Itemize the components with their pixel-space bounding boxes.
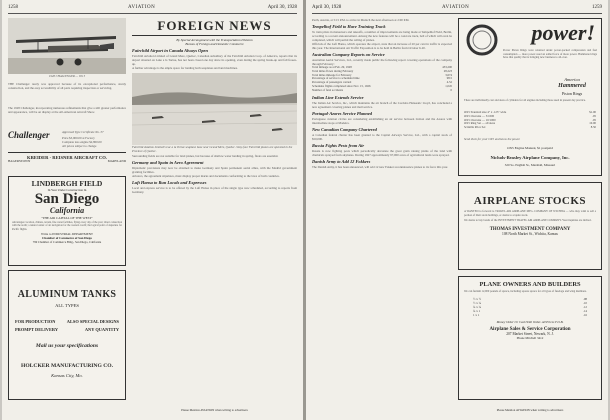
row-value: .12: [583, 304, 587, 309]
row-label: ¾ x ¾: [473, 304, 481, 309]
biplane-photo: [8, 18, 126, 74]
list-row: [464, 126, 596, 130]
article-paragraph: Australian Aerial Services, Ltd., recently made public the following report covering operations of the company through February:: [312, 58, 452, 66]
company-city: HAGERSTOWN: [8, 159, 31, 163]
row-value: 433,200: [442, 65, 452, 69]
airplane-sales-phone: Phone Mitchell 3412: [516, 335, 544, 340]
row-label: Scintilla Price Set: [464, 125, 486, 130]
seaplane-photo-caption: Fairchild Aviation Limited's Lac a la Tortue seaplane base near Grand Mere, Quebec. Sixty-four Fairchild planes are operated in the Province of Quebec.: [132, 145, 293, 153]
holcker-city: Kansas City, Mo.: [51, 373, 83, 378]
engine-price: Complete less engine $2,800.00: [62, 140, 102, 144]
left-footer: Please Mention AVIATION when writing to advertisers: [181, 408, 248, 412]
sizes-intro: There are individually cast and sizes of cylinders for all engines including those used in present day practice.: [464, 99, 586, 102]
running-head-title: AVIATION: [128, 5, 156, 10]
row-value: .16: [583, 312, 587, 317]
power-guarantee: Send them for your OX5 and know the power.: [464, 137, 521, 141]
lindbergh-title: LINDBERGH FIELD: [31, 179, 103, 188]
issue-date: April 30, 1928: [312, 5, 342, 10]
row-value: .08: [583, 296, 587, 301]
article-paragraph: A further advantage is the ample space for landing both seaplanes and land machines.: [132, 66, 238, 70]
manual-offer: OX5 Engine Manual, $1 postpaid: [507, 146, 553, 150]
price-note: All prices subject to change: [62, 144, 97, 148]
hammered-label: Hammered: [558, 83, 586, 89]
aluminum-tanks-ad: [8, 270, 126, 400]
row-value: .95: [592, 113, 596, 118]
air-capital-slogan: "THE AIR CAPITAL OF THE WEST": [41, 216, 93, 220]
row-value: $1.00: [589, 110, 596, 114]
thomas-investment-name: THOMAS INVESTMENT COMPANY: [489, 226, 571, 232]
airplane-stocks-title: AIRPLANE STOCKS: [473, 195, 587, 207]
list-row: [312, 89, 452, 93]
running-head-title: AVIATION: [442, 5, 470, 10]
lindbergh-subtitle: In Year Under Construction In: [47, 188, 87, 192]
row-label: OX5 Oversize — 5/1000: [464, 113, 495, 118]
article-paragraph: A Canadian federal charter has been granted to the Capital Airways Service, Ltd., with a capital stock of $50,000.: [312, 132, 452, 141]
article-paragraph: Local and express service is to be offered by the Luft Hansa in place of the single type now scheduled, according to reports from Germany.: [132, 185, 297, 194]
article-paragraph: Portuguese aviation circles are considering establishing an air service between Lisbon and the Azores with intermediate stops at Madeira.: [312, 116, 452, 125]
row-label: Schedules flights completed since Nov. 15, 1926: [312, 83, 371, 88]
power-headline: power!: [531, 20, 595, 45]
challenger-ad: [8, 18, 126, 174]
row-label: OX5 Ring Set — all sizes: [464, 121, 496, 126]
article-heading: Russia Fights Pests from Air: [312, 142, 365, 148]
holcker-name: HOLCKER MANUFACTURING CO.: [20, 363, 114, 369]
airplane-sales-name: Airplane Sales & Service Corporation: [489, 326, 571, 332]
article-heading: Portugal-Azores Service Planned: [312, 110, 373, 116]
spruce-price-table: [459, 294, 601, 317]
photo-caption: 1928 CHALLENGER — OX 5: [48, 74, 86, 78]
challenger-para-1: THE Challenger rarely was approved because of its exceptional performance, sturdy construction, and the easy accessibility of all parts requiring inspection or servicing.: [8, 82, 126, 90]
lindbergh-write: Write to INDUSTRIAL DEPARTMENT: [41, 231, 93, 236]
foreign-news-column: [132, 18, 297, 408]
chamber-of-commerce: Chamber of Commerce of San Diego: [42, 235, 92, 240]
row-value: .10: [583, 300, 587, 305]
left-running-head: [8, 4, 297, 14]
challenger-para-2: The 1928 Challenger, incorporating numerous refinements that give a still greater performance and appearance, will be on display at the All-American Aircraft Show.: [8, 106, 126, 114]
foreign-news-byline: By Special Arrangement with the Transportation Division: [176, 38, 253, 42]
row-value: 0: [450, 87, 452, 92]
row-label: Total miles flown during February: [312, 68, 354, 73]
power-body: Power Piston Rings were returned under power-packed compression and fuel consumption — more power used an added force of more power. Hammered rings have that quality that is bringing new business to all-over.: [503, 49, 597, 59]
row-label: Number of fatal accidents: [312, 87, 344, 92]
mail-specs: Mail us your specifications: [35, 343, 99, 349]
row-value: 1,045: [445, 83, 452, 88]
row-label: OX5 Oversize — 10/1000: [464, 117, 496, 122]
article-paragraph: To train pilots in maneuvers and takeoffs, a number of improvements are being made at Tempelhof Field, Berlin, according to a recent announcement. Among the new features will be a concrete track, bell of which will even be completed, which will permit the rolling of planes.: [312, 30, 452, 42]
row-label: Percentage of service to scheduled time: [312, 76, 360, 81]
plane-owners-title: PLANE OWNERS AND BUILDERS: [479, 281, 581, 288]
piston-rings-label: Piston Rings: [561, 91, 583, 96]
article-paragraph: Surrounding fields are not suitable for land planes, but because of shallow water landing in spring, floats are essential.: [132, 153, 279, 158]
foreign-news-byline-2: Bureau of Foreign and Domestic Commerce: [185, 42, 244, 46]
row-label: OX5 Standard size 4" x .125" wide: [464, 110, 507, 114]
row-label: Percentage of passengers carried: [312, 80, 352, 85]
right-footer: Please Mention AVIATION when writing to advertisers: [496, 408, 564, 412]
order-terms: Money Order Or Cash With Order. All Prices F.O.B.: [496, 319, 564, 324]
foreign-news-title: FOREIGN NEWS: [132, 18, 297, 36]
news-column: [312, 18, 452, 416]
article-heading: Tempelhof Field to Have Training Track: [312, 24, 386, 29]
row-value: 98.5: [446, 76, 452, 81]
page-number: 1258: [8, 5, 18, 10]
airplane-stocks-ad: [458, 182, 602, 270]
article-heading: Luft Hansa to Run Locals and Expresses: [132, 179, 207, 185]
row-value: 3,674: [445, 72, 452, 77]
article-paragraph: The Italian Air Service, Inc., which maintains the air branch of the Cordoba Hanseatic Lloyd, has concluded a new agreement covering planes and mail service.: [312, 100, 452, 109]
article-paragraph: Officials of the Luft Hansa, which operates the airport, state that an increase of 20 per cent in traffic is expected this year. The International Air Traffic Exposition is to be held in Berlin from October 6-20.: [312, 42, 452, 50]
article-heading: Germany and Spain in Aero Agreement: [132, 159, 204, 165]
article-heading: Danish Army to Add 12 Fokkers: [312, 158, 371, 164]
row-value: 28,223: [443, 68, 452, 73]
stocks-body-2: We desire to buy bonds of the INVESTMENT TRAVEL AIR AIRPLANE COMPANY. Your inquiries are invited.: [464, 219, 592, 222]
article-paragraph: Russia is now fighting pests which periodically devastate the great grain raising plains of the land with chemicals sprayed from airplanes. During 1927 approximately 97,000 acres of agricultural lands were sprayed.: [312, 148, 452, 157]
issue-date: April 30, 1928: [267, 5, 297, 10]
aluminum-tanks-title: ALUMINUM TANKS: [17, 289, 117, 300]
article-paragraph: The Danish Army, it has been announced, will add 12 new Fokker reconnaissance planes to its force this year.: [312, 164, 448, 169]
ring-price-list: [464, 111, 596, 130]
any-quantity: ANY QUANTITY: [84, 327, 119, 332]
piston-ring-icon: [465, 23, 499, 57]
owners-body: We can furnish 12,000 pounds of spruce, including square spruce for all types of fuselage and wing members.: [464, 290, 587, 293]
article-paragraph: Perth, Austria, at 5:15 P.M. to arrive in Munich the next afternoon at 2:00 P.M.: [312, 18, 410, 22]
seaplane-base-photo: [132, 73, 297, 145]
power-piston-rings-ad: [458, 18, 602, 176]
plane-owners-ad: [458, 276, 602, 400]
america-label: America: [564, 77, 580, 82]
airplane-sales-address: 207 Market Street, Newark, N. J.: [506, 331, 554, 336]
type-certificate: Approved Type Certificate No. 37: [62, 130, 104, 134]
for-production: FOR PRODUCTION: [15, 319, 56, 324]
statistics-list: [312, 66, 452, 93]
article-heading: New Canadian Company Chartered: [312, 126, 377, 132]
article-heading: Australian Company Reports on Service: [312, 52, 385, 57]
nichols-beasley-address: 320 So. English St., Marshall, Missouri: [504, 163, 556, 167]
row-label: ¾ x 1: [473, 308, 481, 313]
challenger-logo: Challenger: [8, 130, 50, 140]
special-designs: ALSO SPECIAL DESIGNS: [66, 319, 119, 324]
nichols-beasley-name: Nichols-Beasley Airplane Company, Inc.: [490, 155, 570, 160]
stocks-body: A WANTED to forward to TRAVEL AIR AIRPLANE MFG. COMPANY OF WICHITA — who may wish to sell a portion of their stock holdings, or desire to acquire stock.: [464, 210, 596, 217]
row-label: Total mileage as at Feb. 29, 1928: [312, 65, 352, 69]
factory-price: Price $3,900.00 at Factory: [62, 136, 95, 140]
row-value: .14: [583, 308, 587, 313]
san-diego-title: San Diego: [34, 191, 100, 207]
article-heading: Indian Line Extends Service: [312, 94, 364, 100]
row-label: Total miles mileage for February: [312, 72, 352, 77]
kreider-reisner-name: KREIDER - REISNER AIRCRAFT CO.: [8, 152, 126, 160]
all-types: ALL TYPES: [55, 303, 79, 308]
article-paragraph: Fairchild Aviation Limited of Grand Mere, Quebec, Canadian subsidiary of the Fairchild Aviation Corp. of America, reports that its airport situated on Lake a la Tortue, has not been closed one day since its opening, even during the spring break-up and fall freeze-up.: [132, 54, 297, 66]
row-value: 8.50: [590, 125, 596, 130]
california-title: California: [49, 206, 85, 215]
article-paragraph: Diplomatic provisions may now be obtained to make Germany and Spain permanent aerial allies, with the Madrid government granting facilities.: [132, 165, 297, 174]
thomas-investment-address: 108 North Market St., Wichita, Kansas: [502, 231, 558, 236]
right-page: [306, 0, 608, 420]
row-value: 4.52: [446, 80, 452, 85]
row-label: ½ x ½: [473, 296, 481, 301]
right-running-head: [312, 4, 602, 14]
page-number: 1259: [592, 5, 602, 10]
lindbergh-body: Advantages: location, climate, terrain, fine water facilities, flying every day of the year; direct connection with the north; a natural center of air navigation for the western world; the logical point of departure for Pacific flights.: [12, 221, 122, 231]
lindbergh-address: 799 Chamber of Commerce Bldg., San Diego, California: [32, 239, 102, 244]
left-page: [2, 0, 303, 420]
row-label: ½ x ¾: [473, 300, 481, 305]
company-state: MARYLAND: [107, 159, 126, 163]
list-row: [473, 313, 587, 317]
article-paragraph: Aviators, the agreement stipulates, must display proper marks and documents conforming to the laws of both countries.: [132, 173, 280, 178]
lindbergh-field-ad: [8, 176, 126, 266]
row-value: 10.00: [589, 121, 596, 126]
article-heading: Fairchild Airport in Canada Always Open: [132, 48, 208, 53]
row-label: 1 x 1: [473, 312, 480, 317]
prompt-delivery: PROMPT DELIVERY: [15, 327, 59, 332]
row-value: .95: [592, 117, 596, 122]
